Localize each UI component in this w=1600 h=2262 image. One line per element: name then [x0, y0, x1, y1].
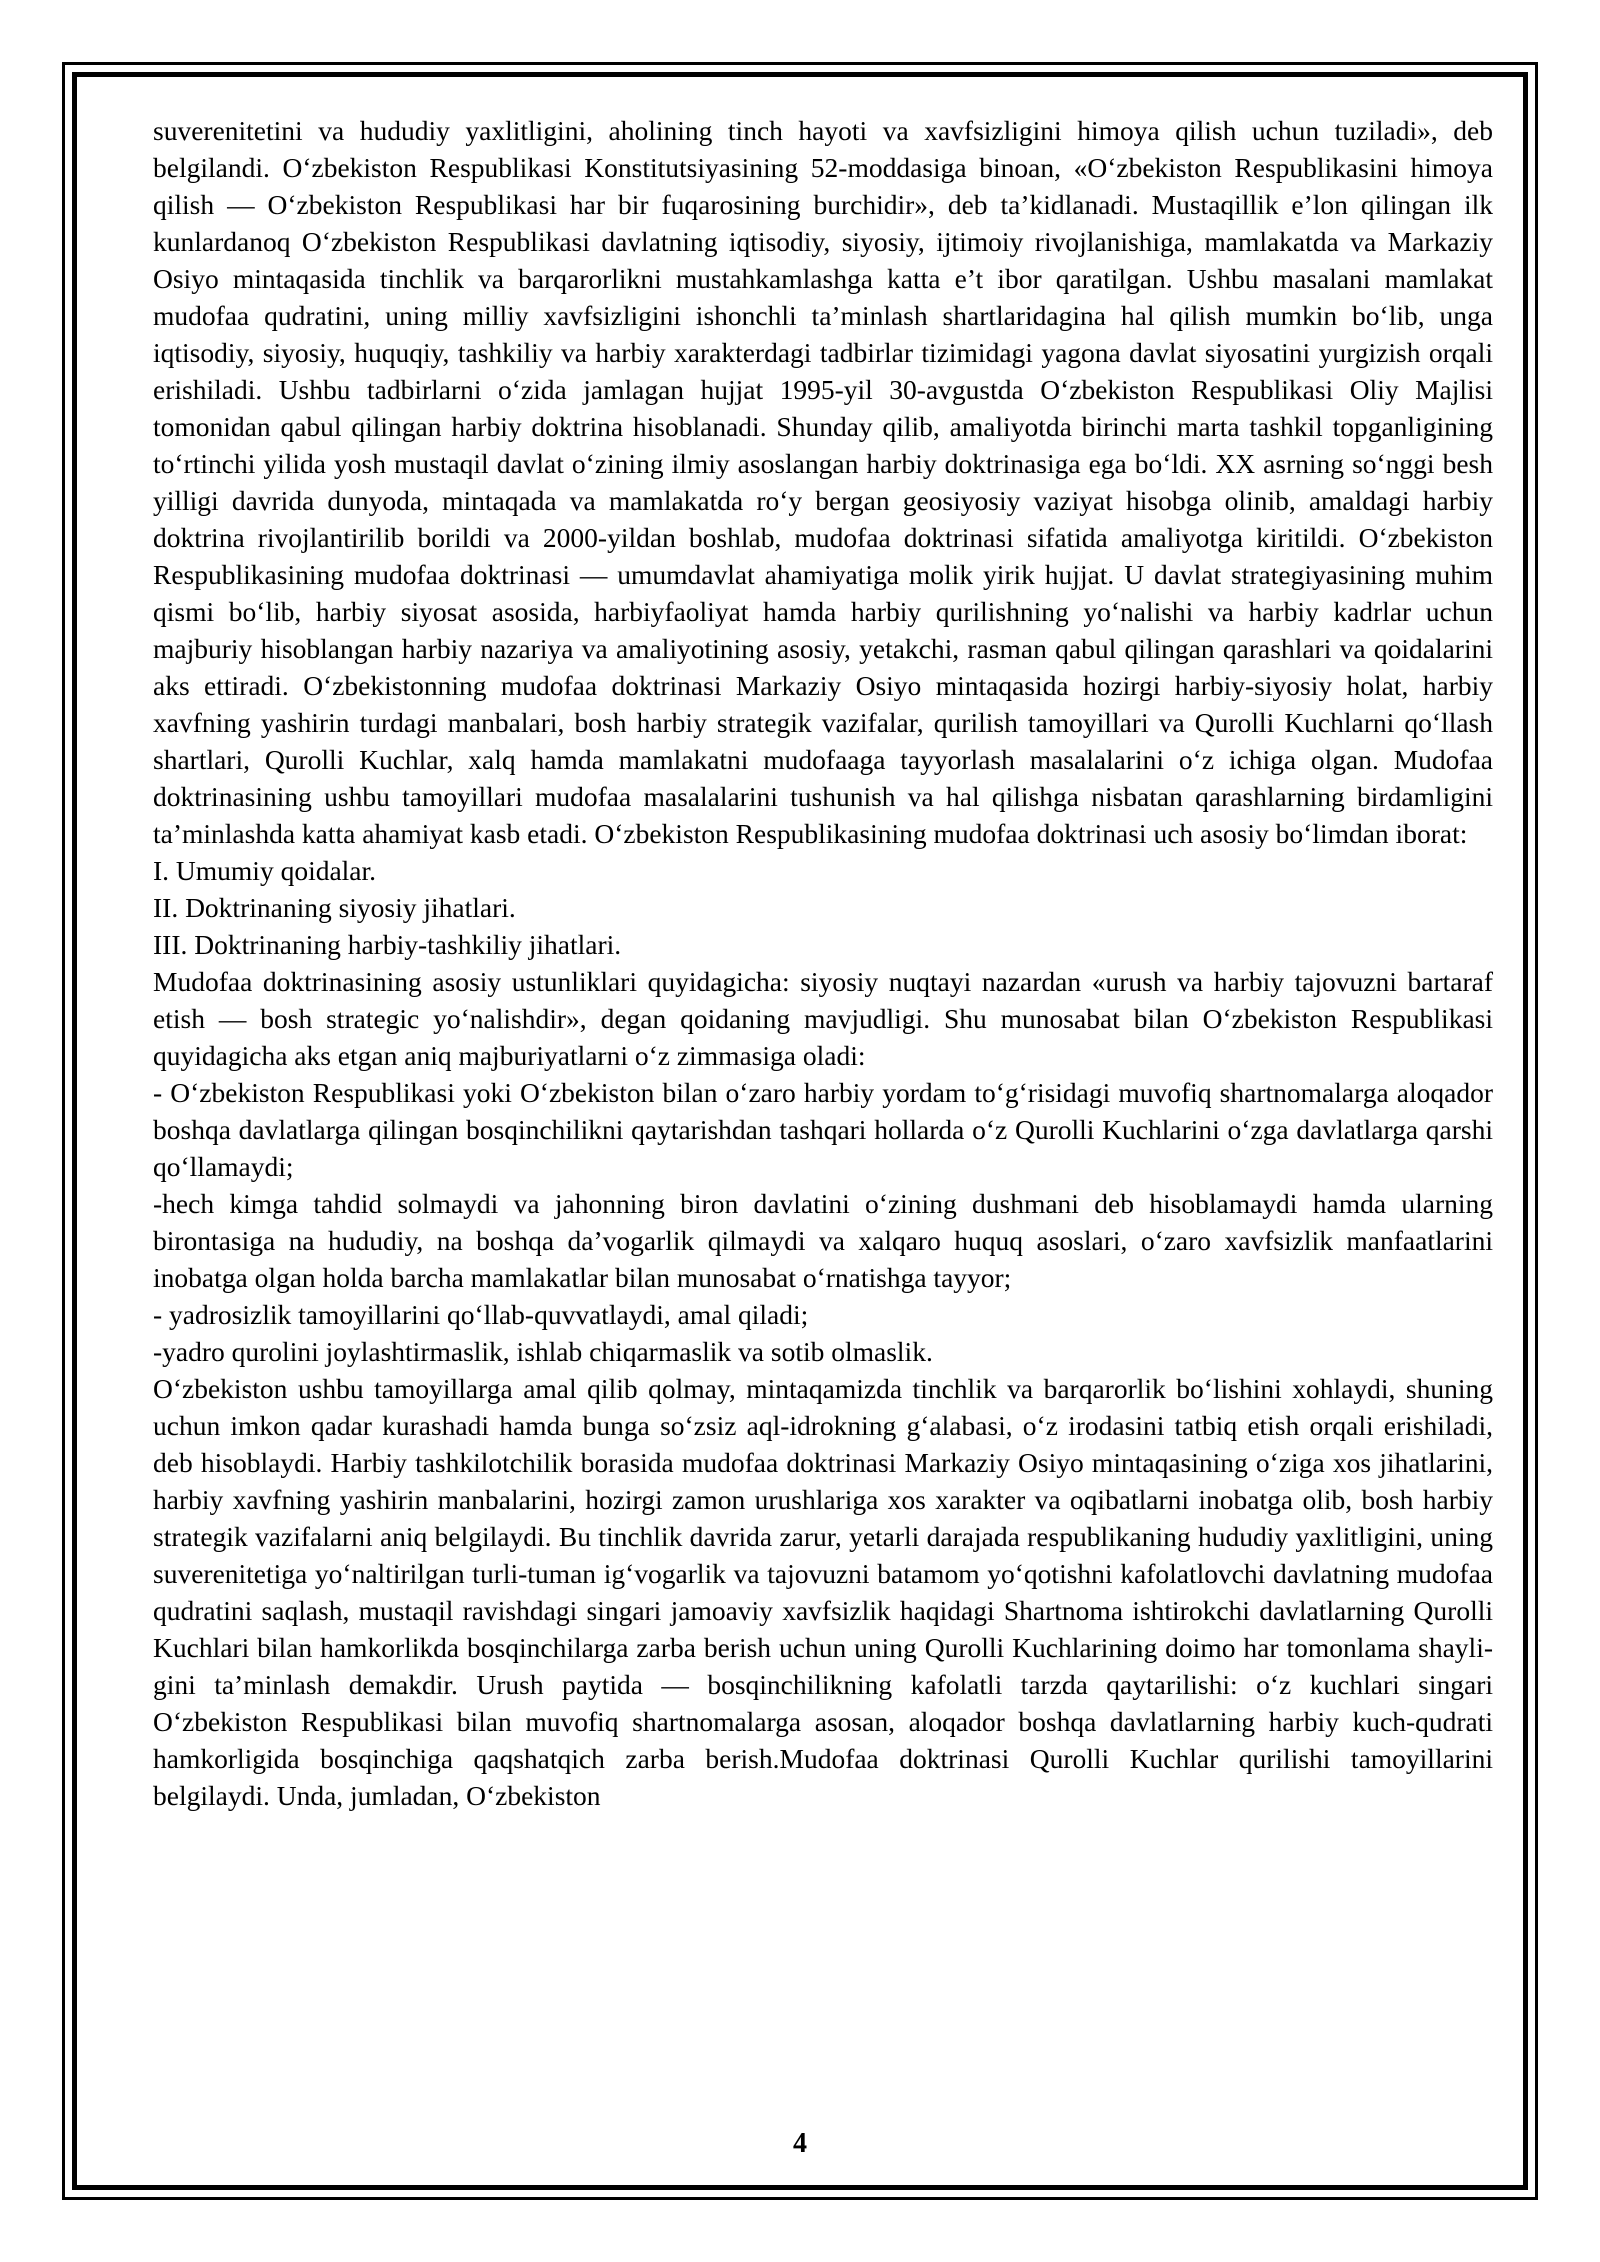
paragraph-conclusion: O‘zbekiston ushbu tamoyillarga amal qilib qolmay, mintaqamizda tinchlik va barqarorlik bo‘lishini xohlaydi, shuning uchun imkon qadar kurashadi hamda bunga so‘zsiz aql-idrokning g‘alabasi, o‘z irodasini tatbiq etish orqali erishiladi, deb hisoblaydi. Harbiy tashkilotchilik borasida mudofaa doktrinasi Markaziy Osiyo mintaqasining o‘ziga xos jihatlarini, harbiy xavfning yashirin manbalarini, hozirgi zamon urushlariga xos xarakter va oqibatlarni inobatga olib, bosh harbiy strategik vazifalarni aniq belgilaydi. Bu tinchlik davrida zarur, yetarli darajada respublikaning hududiy yaxlitligini, uning suverenitetiga yo‘naltirilgan turli-tuman ig‘vogarlik va tajovuzni batamom yo‘qotishni kafolatlovchi davlatning mudofaa qudratini saqlash, mustaqil ravishdagi singari jamoaviy xavfsizlik haqidagi Shartnoma ishtirokchi davlatlarning Qurolli Kuchlari bilan hamkorlikda bosqinchilarga zarba berish uchun uning Qurolli Kuchlarining doimo har tomonlama shayli- gini ta’minlash demakdir. Urush paytida — bosqinchilikning kafolatli tarzda qaytarilishi: o‘z kuchlari singari O‘zbekiston Respublikasi bilan muvofiq shartnomalarga asosan, aloqador boshqa davlatlarning harbiy kuch-qudrati hamkorligida bosqinchiga qaqshatqich zarba berish.Mudofaa doktrinasi Qurolli Kuchlar qurilishi tamoyillarini belgilaydi. Unda, jumladan, O‘zbekiston	[153, 1373, 1493, 1811]
list-item-political-aspects: II. Doktrinaning siyosiy jihatlari.	[153, 892, 516, 923]
page-number: 4	[793, 2128, 807, 2159]
list-item-general-provisions: I. Umumiy qoidalar.	[153, 855, 377, 886]
paragraph-intro: suverenitetini va hududiy yaxlitligini, aholining tinch hayoti va xavfsizligini himoya qilish uchun tuziladi», deb belgilandi. O‘zbekiston Respublikasi Konstitutsiyasining 52-moddasiga binoan, «O‘zbekiston Respublikasini himoya qilish — O‘zbekiston Respublikasi har bir fuqarosining burchidir», deb ta’kidlanadi. Mustaqillik e’lon qilingan ilk kunlardanoq O‘zbekiston Respublikasi davlatning iqtisodiy, siyosiy, ijtimoiy rivojlanishiga, mamlakatda va Markaziy Osiyo mintaqasida tinchlik va barqarorlikni mustahkamlashga katta e’t ibor qaratilgan. Ushbu masalani mamlakat mudofaa qudratini, uning milliy xavfsizligini ishonchli ta’minlash shartlaridagina hal qilish mumkin bo‘lib, unga iqtisodiy, siyosiy, huquqiy, tashkiliy va harbiy xarakterdagi tadbirlar tizimidagi yagona davlat siyosatini yurgizish orqali erishiladi. Ushbu tadbirlarni o‘zida jamlagan hujjat 1995-yil 30-avgustda O‘zbekiston Respublikasi Oliy Majlisi tomonidan qabul qilingan harbiy doktrina hisoblanadi. Shunday qilib, amaliyotda birinchi marta tashkil topganligining to‘rtinchi yilida yosh mustaqil davlat o‘zining ilmiy asoslangan harbiy doktrinasiga ega bo‘ldi. XX asrning so‘nggi besh yilligi davrida dunyoda, mintaqada va mamlakatda ro‘y bergan geosiyosiy vaziyat hisobga olinib, amaldagi harbiy doktrina rivojlantirilib borildi va 2000-yildan boshlab, mudofaa doktrinasi sifatida amaliyotga kiritildi. O‘zbekiston Respublikasining mudofaa doktrinasi — umumdavlat ahamiyatiga molik yirik hujjat. U davlat strategiyasining muhim qismi bo‘lib, harbiy siyosat asosida, harbiyfaoliyat hamda harbiy qurilishning yo‘nalishi va harbiy kadrlar uchun majburiy hisoblangan harbiy nazariya va amaliyotining asosiy, yetakchi, rasman qabul qilingan qarashlari va qoidalarini aks ettiradi. O‘zbekistonning mudofaa doktrinasi Markaziy Osiyo mintaqasida hozirgi harbiy-siyosiy holat, harbiy xavfning yashirin turdagi manbalari, bosh harbiy strategik vazifalar, qurilish tamoyillari va Qurolli Kuchlarni qo‘llash shartlari, Qurolli Kuchlar, xalq hamda mamlakatni mudofaaga tayyorlash masalalarini o‘z ichiga olgan. Mudofaa doktrinasining ushbu tamoyillari mudofaa masalalarini tushunish va hal qilishga nisbatan qarashlarning birdamligini ta’minlashda katta ahamiyat kasb etadi. O‘zbekiston Respublikasining mudofaa doktrinasi uch asosiy bo‘limdan iborat:	[153, 115, 1493, 849]
obligation-item-2: -hech kimga tahdid solmaydi va jahonning biron davlatini o‘zining dushmani deb hisoblamaydi hamda ularning birontasiga na hududiy, na boshqa da’vogarlik qilmaydi va xalqaro huquq asoslari, o‘zaro xavfsizlik manfaatlarini inobatga olgan holda barcha mamlakatlar bilan munosabat o‘rnatishga tayyor;	[153, 1188, 1493, 1293]
obligation-item-4: -yadro qurolini joylashtirmaslik, ishlab chiqarmaslik va sotib olmaslik.	[153, 1336, 933, 1367]
obligation-item-3: - yadrosizlik tamoyillarini qo‘llab-quvvatlaydi, amal qiladi;	[153, 1299, 809, 1330]
paragraph-advantages: Mudofaa doktrinasining asosiy ustunliklari quyidagicha: siyosiy nuqtayi nazardan «urush va harbiy tajovuzni bartaraf etish — bosh strategic yo‘nalishdir», degan qoidaning mavjudligi. Shu munosabat bilan O‘zbekiston Respublikasi quyidagicha aks etgan aniq majburiyatlarni o‘z zimmasiga oladi:	[153, 966, 1493, 1071]
document-body	[153, 112, 1493, 1814]
list-item-military-aspects: III. Doktrinaning harbiy-tashkiliy jihatlari.	[153, 929, 622, 960]
obligation-item-1: - O‘zbekiston Respublikasi yoki O‘zbekiston bilan o‘zaro harbiy yordam to‘g‘risidagi muvofiq shartnomalarga aloqador boshqa davlatlarga qilingan bosqinchilikni qaytarishdan tashqari hollarda o‘z Qurolli Kuchlarini o‘zga davlatlarga qarshi qo‘llamaydi;	[153, 1077, 1493, 1182]
